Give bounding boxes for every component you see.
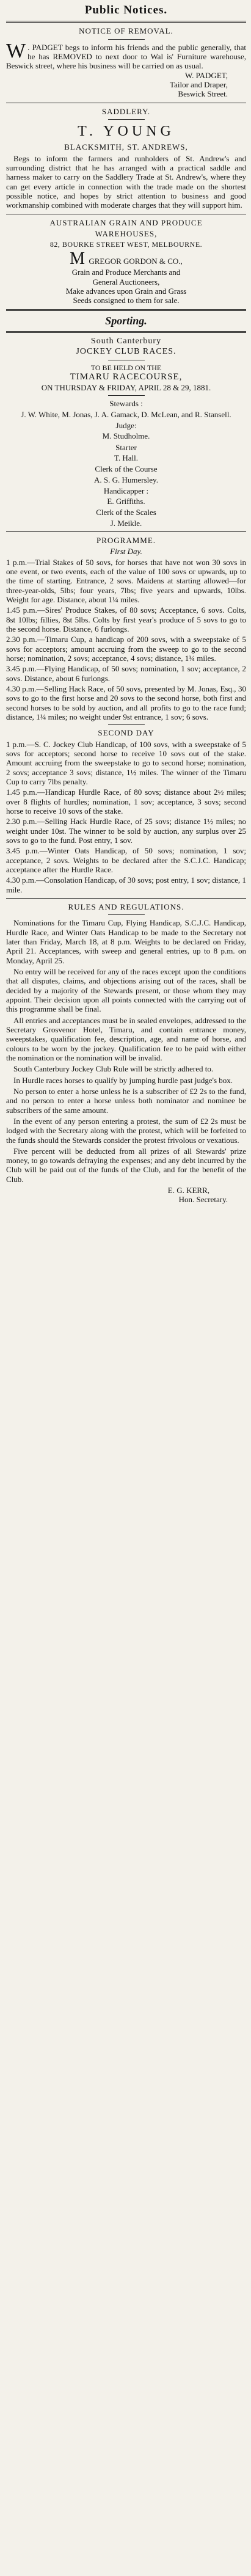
judge-name: M. Studholme. [102, 431, 150, 441]
race-item: 1 p.m.—Trial Stakes of 50 sovs, for horses that have not won 30 sovs in one event, or two events, each of the value of 100 sovs or upwards, up to the time of starting. Entrance, 2 sovs. Maidens at starting allowed—for three-year-olds, 5lbs; four years, 7lbs; five years and upwards, 10lbs. Weight for age. Distance, about 1¼ miles. [6, 557, 246, 605]
starter-name: T. Hall. [114, 453, 139, 462]
grain-line-5: Seeds consigned to them for sale. [73, 296, 180, 305]
handicapper-name: E. Griffiths. [107, 497, 145, 506]
day2-list [6, 740, 246, 894]
saddlery-body: Begs to inform the farmers and runholders of St. Andrew's and surrounding district that he has arranged with a practical saddle and harness maker to carry on the Saddlery Trade at St. Andrew's, where they can get every article in connection with the trade made on the shortest possible notice, and hopes by strict attention to business and good workmanship combined with moderate charges that they will support him. [6, 153, 246, 210]
to-be-held: TO BE HELD ON THE [90, 363, 162, 373]
removal-notice [6, 26, 246, 98]
rules-paragraph: No entry will be received for any of the races except upon the conditions that all disputes, claims, and objections arising out of the races, shall be decided by a majority of the Stewards present, or those whom they may appoint. Their decision upon all points connected with the carrying out of this programme shall be final. [6, 966, 246, 1014]
sporting-heading: Sporting. [105, 314, 147, 327]
rules-heading: RULES AND REGULATIONS. [68, 902, 184, 911]
rules-section [6, 902, 246, 1205]
divider [6, 531, 246, 532]
grain-notice [6, 218, 246, 305]
saddlery-name: T. YOUNG [78, 123, 175, 140]
masthead-divider [6, 21, 246, 23]
masthead-title: Public Notices. [84, 4, 168, 16]
programme-heading: PROGRAMME. [96, 536, 156, 545]
rules-paragraph: South Canterbury Jockey Club Rule will be strictly adhered to. [13, 1064, 214, 1074]
race-item: 3.45 p.m.—Flying Handicap, of 50 sovs; nomination, 1 sov; acceptance, 2 sovs. Distance, about 6 furlongs. [6, 664, 246, 683]
removal-dropcap: W [6, 39, 26, 62]
rules-paragraph: In the event of any person entering a protest, the sum of £2 2s must be lodged with the Secretary along with the protest, which will be forfeited to the funds should the Stewards consider the protest frivolous or vexatious. [6, 1116, 246, 1145]
stewards-names: J. W. White, M. Jonas, J. A. Gamack, D. McLean, and R. Stansell. [21, 409, 231, 419]
rules-paragraph: No person to enter a horse unless he is a subscriber of £2 2s to the fund, and no person to enter a horse unless both nominator and nominee be subscribers of the same amount. [6, 1086, 246, 1115]
removal-signature-name: W. PADGET, [185, 70, 228, 80]
handicapper-label: Handicapper : [103, 486, 149, 495]
page-column [0, 0, 251, 1211]
stewards-label: Stewards : [109, 399, 143, 409]
removal-heading: NOTICE OF REMOVAL. [79, 26, 173, 36]
grain-address: 82, BOURKE STREET WEST, MELBOURNE. [49, 240, 203, 249]
first-day-heading: First Day. [110, 547, 142, 556]
saddlery-subheading: BLACKSMITH, ST. ANDREWS, [64, 142, 188, 152]
race-dates: ON THURSDAY & FRIDAY, APRIL 28 & 29, 1881. [41, 382, 211, 392]
rules-paragraph: In Hurdle races horses to qualify by jumping hurdle past judge's box. [13, 1075, 233, 1085]
grain-line-4: Make advances upon Grain and Grass [65, 286, 187, 296]
removal-signature-line2: Beswick Street. [178, 89, 228, 99]
removal-rule [108, 39, 145, 40]
rules-signature-name: E. G. KERR, [167, 1186, 209, 1195]
grain-heading-2: WAREHOUSES, [95, 228, 158, 238]
race-item: 1.45 p.m.—Handicap Hurdle Race, of 80 sovs; distance about 2½ miles; over 8 flights of hurdles; nomination, 1 sov; acceptance, 3 sovs; second horse to receive 10 sovs of the stake. [6, 787, 246, 815]
race-item: 3.45 p.m.—Winter Oats Handicap, of 50 sovs; nomination, 1 sov; acceptance, 2 sovs. Weights to be declared after the S.C.J.C. Handicap; acceptance after the Hurdle Race. [6, 846, 246, 874]
divider [6, 898, 246, 899]
removal-signature-line1: Tailor and Draper, [170, 80, 228, 90]
day1-list [6, 558, 246, 722]
clerk-course-name: A. S. G. Humersley. [94, 475, 158, 484]
clerk-scales-label: Clerk of the Scales [96, 508, 156, 517]
club-name-line-2: JOCKEY CLUB RACES. [76, 346, 176, 356]
saddlery-heading: SADDLERY. [101, 106, 151, 116]
grain-heading-1: AUSTRALIAN GRAIN AND PRODUCE [49, 217, 203, 227]
rules-paragraph: Nominations for the Timaru Cup, Flying Handicap, S.C.J.C. Handicap, Hurdle Race, and Winter Oats Handicap to be made to the Secretary not later than Friday, March 18, at 8 p.m. Weights to be declared on Friday, April 21. Acceptances, with sweep and general entries, up to 8 p.m. on Monday, April 25. [6, 918, 246, 965]
day-rule [108, 724, 145, 725]
race-item: 4.30 p.m.—Selling Hack Race, of 50 sovs, presented by M. Jonas, Esq., 30 sovs to go to the first horse and 20 sovs to the second horse, both first and second horses to be sold by auction, and all profits to go to the race fund; distance, 1¼ miles; no weight under 9st entrance, 1 sov; 6 sovs. [6, 684, 246, 722]
race-item: 1.45 p.m.—Sires' Produce Stakes, of 80 sovs; Acceptance, 6 sovs. Colts, 8st 10lbs; fillies, 8st 5lbs. Colts by first year's produce of 5 sovs to go to the second horse. Distance, 6 furlongs. [6, 605, 246, 634]
grain-firm: GREGOR GORDON & CO., [89, 257, 183, 266]
starter-label: Starter [115, 442, 137, 452]
rules-paragraph: All entries and acceptances must be in sealed envelopes, addressed to the Secretary Grosvenor Hotel, Timaru, and contain entrance money, sweepstakes, qualification fee, description, age, and name of horse, and colours to be worn by the jockey. Qualification fee to be paid with either the nomination or the nomination will be invalid. [6, 1015, 246, 1062]
race-item: 2.30 p.m.—Timaru Cup, a handicap of 200 sovs, with a sweepstake of 5 sovs for acceptors; amount accruing from the sweep to go to the second horse; nomination, 2 sovs; acceptance, 4 sovs; distance, 1¾ miles. [6, 635, 246, 663]
saddlery-rule [108, 119, 145, 120]
club-name-line-1: South Canterbury [90, 337, 162, 346]
divider [6, 309, 246, 311]
race-item: 2.30 p.m.—Selling Hack Hurdle Race, of 25 sovs; distance 1½ miles; no weight under 10st. The winner to be sold by auction, any surplus over 25 sovs to go to the fund. Post entry, 1 sov. [6, 817, 246, 845]
race-item: 4.30 p.m.—Consolation Handicap, of 30 sovs; post entry, 1 sov; distance, 1 mile. [6, 875, 246, 894]
grain-dropcap: M [70, 249, 85, 269]
saddlery-notice [6, 107, 246, 210]
rules-signature-title: Hon. Secretary. [178, 1195, 228, 1205]
second-day-heading: SECOND DAY [98, 728, 155, 738]
rules-paragraph: Five percent will be deducted from all prizes of all Stewards' prize money, to go towards defraying the expenses; and any debt incurred by the Club will be paid out of the funds of the Club, and for the benefit of the Club. [6, 1146, 246, 1184]
divider [6, 331, 246, 333]
venue: TIMARU RACECOURSE, [70, 372, 183, 382]
dates-rule [108, 395, 145, 396]
clerk-course-label: Clerk of the Course [95, 464, 158, 474]
programme-section [6, 536, 246, 894]
removal-body: . PADGET begs to inform his friends and the public generally, that he has REMOVED to next door to Wal is' Furniture warehouse, Beswick street, where his business will be carried on as usual. [6, 42, 246, 71]
rules-rule [108, 914, 145, 915]
grain-line-2: Grain and Produce Merchants and [71, 268, 181, 277]
clerk-scales-name: J. Meikle. [110, 518, 142, 528]
race-meeting-notice [6, 337, 246, 528]
grain-line-3: General Auctioneers, [92, 277, 160, 286]
race-item: 1 p.m.—S. C. Jockey Club Handicap, of 100 sovs, with a sweepstake of 5 sovs for acceptors; second horse to receive 10 sovs out of the stake. Amount accruing from the sweepstake to go to second horse; nomination, 2 sovs; acceptance 3 sovs; distance, 1½ miles. The winner of the Timaru Cup to carry 7lbs penalty. [6, 739, 246, 787]
judge-label: Judge: [115, 420, 137, 430]
